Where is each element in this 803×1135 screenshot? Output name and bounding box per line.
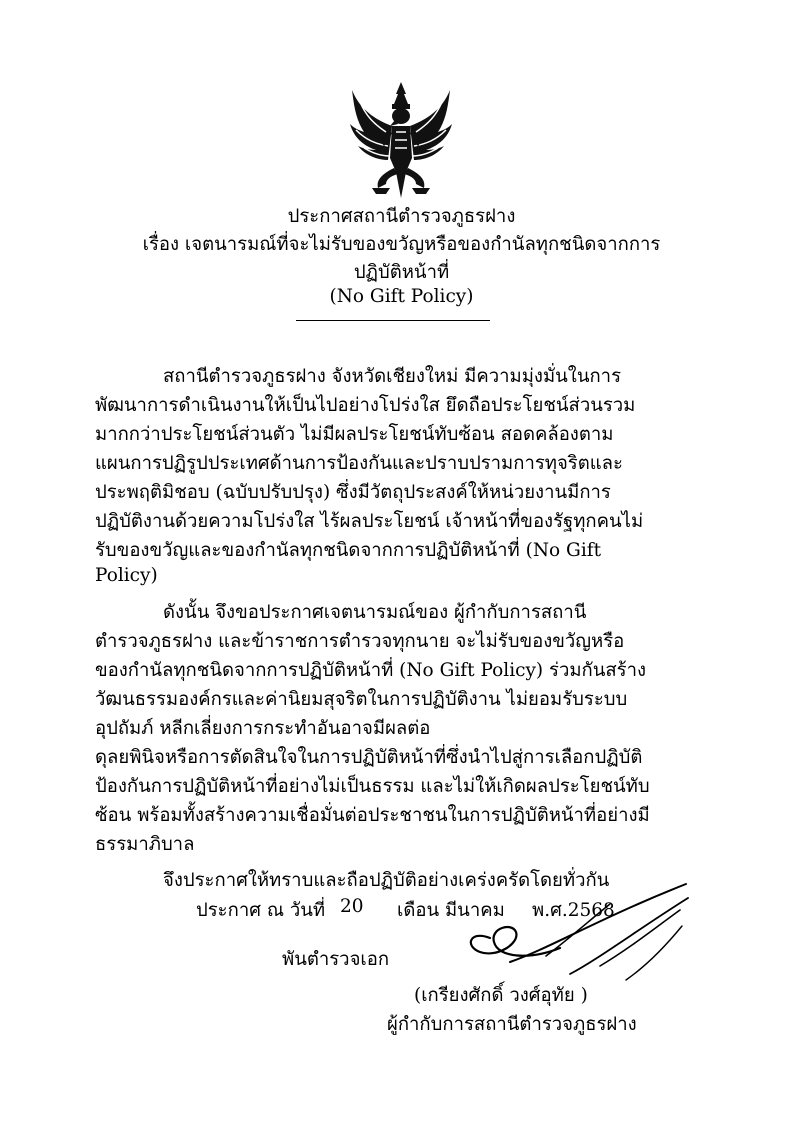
signer-name: (เกรียงศักดิ์ วงศ์อุทัย ) <box>414 985 588 1006</box>
subject-line-3: (No Gift Policy) <box>329 286 474 307</box>
paragraph-1-line: แผนการปฏิรูปประเทศด้านการป้องกันและปราบปรามการทุจริตและ <box>95 453 623 474</box>
paragraph-2-line: อุปถัมภ์ หลีกเลี่ยงการกระทำอันอาจมีผลต่อ <box>95 718 431 739</box>
signer-rank: พันตำรวจเอก <box>282 949 390 970</box>
paragraph-2-line: ป้องกันการปฏิบัติหน้าที่อย่างไม่เป็นธรรม และไม่ให้เกิดผลประโยชน์ทับ <box>95 776 650 797</box>
paragraph-2-line: ตำรวจภูธรฝาง และข้าราชการตำรวจทุกนาย จะไม่รับของขวัญหรือ <box>95 631 625 652</box>
paragraph-1-line: พัฒนาการดำเนินงานให้เป็นไปอย่างโปร่งใส ยึดถือประโยชน์ส่วนรวม <box>95 395 636 416</box>
subject-line-1: เรื่อง เจตนารมณ์ที่จะไม่รับของขวัญหรือของกำนัลทุกชนิดจากการ <box>142 234 661 255</box>
paragraph-2-line: ดุลยพินิจหรือการตัดสินใจในการปฏิบัติหน้าที่ซึ่งนำไปสู่การเลือกปฏิบัติ <box>95 747 643 768</box>
paragraph-2-line: ซ้อน พร้อมทั้งสร้างความเชื่อมั่นต่อประชาชนในการปฏิบัติหน้าที่อย่างมี <box>95 805 650 826</box>
date-day: 20 <box>340 896 364 917</box>
date-month: เดือน มีนาคม <box>397 900 505 921</box>
paragraph-1-line: ประพฤติมิชอบ (ฉบับปรับปรุง) ซึ่งมีวัตถุประสงค์ให้หน่วยงานมีการ <box>95 482 611 503</box>
paragraph-2-line: ดังนั้น จึงขอประกาศเจตนารมณ์ของ ผู้กำกับการสถานี <box>163 602 587 623</box>
paragraph-1-line: มากกว่าประโยชน์ส่วนตัว ไม่มีผลประโยชน์ทับซ้อน สอดคล้องตาม <box>95 424 614 445</box>
paragraph-2-line: วัฒนธรรมองค์กรและค่านิยมสุจริตในการปฏิบัติงาน ไม่ยอมรับระบบ <box>95 689 628 710</box>
handwritten-signature <box>450 878 695 998</box>
paragraph-1-line: สถานีตำรวจภูธรฝาง จังหวัดเชียงใหม่ มีความมุ่งมั่นในการ <box>163 366 622 387</box>
date-prefix: ประกาศ ณ วันที่ <box>196 900 326 921</box>
header-divider <box>296 320 490 321</box>
paragraph-1-line: รับของขวัญและของกำนัลทุกชนิดจากการปฏิบัติหน้าที่ (No Gift <box>95 540 602 561</box>
announcement-title: ประกาศสถานีตำรวจภูธรฝาง <box>287 206 516 227</box>
date-year: พ.ศ.2568 <box>532 900 615 921</box>
garuda-emblem <box>346 80 456 200</box>
paragraph-1-line: Policy) <box>95 565 158 586</box>
paragraph-2-line: ธรรมาภิบาล <box>95 834 195 855</box>
closing-statement: จึงประกาศให้ทราบและถือปฏิบัติอย่างเคร่งครัดโดยทั่วกัน <box>163 870 610 891</box>
signer-position: ผู้กำกับการสถานีตำรวจภูธรฝาง <box>387 1014 637 1035</box>
paragraph-1-line: ปฏิบัติงานด้วยความโปร่งใส ไร้ผลประโยชน์ เจ้าหน้าที่ของรัฐทุกคนไม่ <box>95 511 644 532</box>
subject-line-2: ปฏิบัติหน้าที่ <box>353 262 450 283</box>
paragraph-2-line: ของกำนัลทุกชนิดจากการปฏิบัติหน้าที่ (No Gift Policy) ร่วมกันสร้าง <box>95 660 647 681</box>
